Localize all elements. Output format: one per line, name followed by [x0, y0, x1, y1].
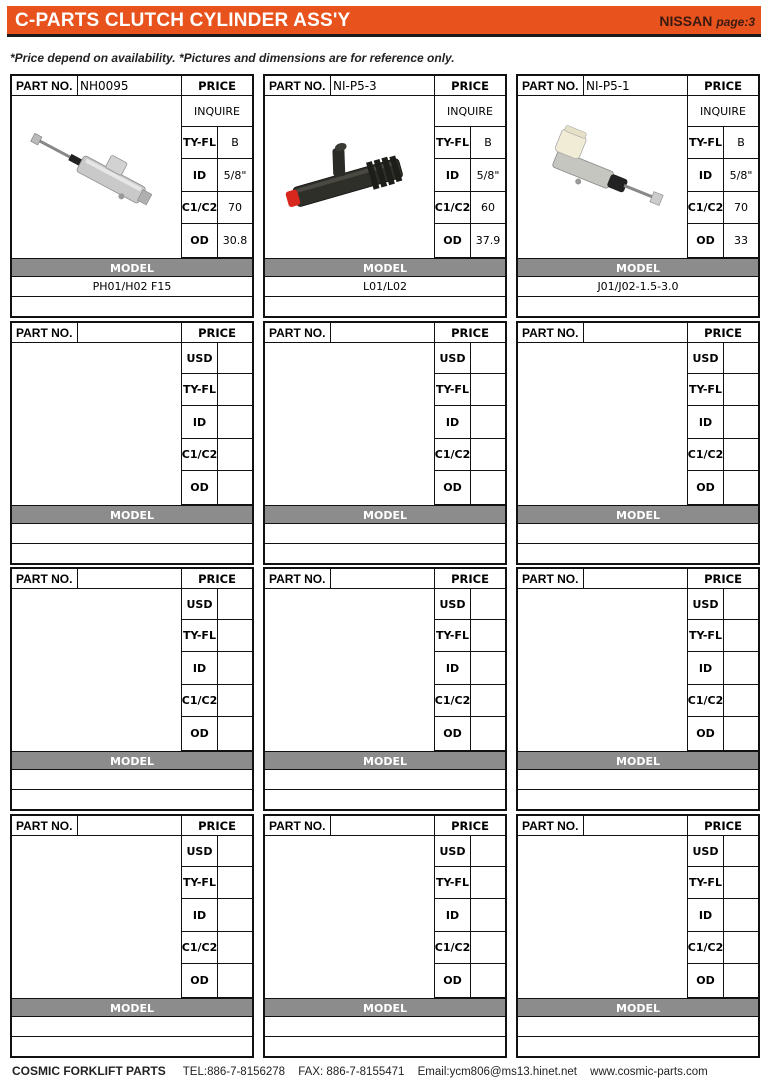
spec-value-id [471, 406, 505, 438]
part-image-area [12, 343, 182, 505]
spec-row-c1c2 [688, 439, 758, 471]
part-image-area [265, 343, 435, 505]
spec-value-id [218, 899, 252, 931]
spec-row-id [435, 406, 505, 439]
price-header: PRICE [688, 816, 758, 836]
spec-row-od [435, 471, 505, 505]
model-value [518, 524, 758, 544]
spec-label-od: OD [182, 471, 218, 504]
model-header: MODEL [518, 751, 758, 770]
spec-row-id [182, 652, 252, 685]
telephone: TEL:886-7-8156278 [182, 1066, 286, 1078]
spec-row-price [182, 96, 252, 127]
model-extra-row [265, 544, 505, 563]
price-header: PRICE [182, 76, 252, 96]
spec-label-usd: USD [182, 836, 218, 866]
disclaimer-note: *Price depend on availability. *Pictures and dimensions are for reference only. [10, 51, 455, 65]
spec-row-price [435, 836, 505, 867]
spec-row-price [688, 589, 758, 620]
spec-value-id: 5/8" [729, 168, 753, 182]
spec-label-tyfl: TY-FL [435, 127, 471, 158]
spec-row-price [688, 343, 758, 374]
part-card [516, 814, 760, 1058]
spec-row-c1c2 [688, 192, 758, 224]
part-no-label: PART NO. [12, 323, 78, 343]
model-value [12, 770, 252, 790]
spec-label-c1c2: C1/C2 [688, 439, 724, 470]
spec-row-price [435, 96, 505, 127]
spec-value-usd [218, 589, 252, 619]
spec-row-c1c2 [182, 439, 252, 471]
price-value: INQUIRE [699, 104, 747, 118]
spec-value-usd [471, 343, 505, 373]
spec-row-tyfl [182, 127, 252, 159]
part-no-value [584, 816, 688, 836]
spec-value-usd [471, 836, 505, 866]
model-value [12, 1017, 252, 1037]
spec-value-id [724, 652, 758, 684]
price-value: INQUIRE [193, 104, 241, 118]
spec-row-c1c2 [435, 439, 505, 471]
spec-label-c1c2: C1/C2 [688, 685, 724, 716]
spec-row-id [688, 652, 758, 685]
brand-name: NISSAN [659, 13, 713, 29]
spec-label-tyfl: TY-FL [688, 127, 724, 158]
model-extra-row [518, 1037, 758, 1056]
price-header: PRICE [688, 323, 758, 343]
model-extra-row [265, 1037, 505, 1056]
spec-label-usd: USD [182, 343, 218, 373]
spec-value-c1c2: 60 [481, 201, 495, 214]
spec-label-usd: USD [435, 343, 471, 373]
spec-label-tyfl: TY-FL [435, 867, 471, 898]
spec-row-tyfl [182, 620, 252, 652]
spec-row-od [688, 717, 758, 751]
spec-row-od [688, 224, 758, 258]
spec-label-c1c2: C1/C2 [688, 932, 724, 963]
spec-label-usd: USD [688, 589, 724, 619]
part-card [263, 814, 507, 1058]
spec-label-c1c2: C1/C2 [182, 932, 218, 963]
spec-label-id: ID [182, 652, 218, 684]
spec-value-usd [724, 343, 758, 373]
spec-label-id: ID [435, 406, 471, 438]
spec-label-od: OD [435, 964, 471, 997]
spec-row-price [182, 343, 252, 374]
fax: FAX: 886-7-8155471 [298, 1066, 405, 1078]
spec-value-c1c2 [471, 685, 505, 716]
part-card [263, 321, 507, 565]
spec-value-id [471, 652, 505, 684]
spec-label-usd: USD [688, 836, 724, 866]
company-name: COSMIC FORKLIFT PARTS [12, 1064, 166, 1078]
spec-value-id [724, 899, 758, 931]
part-card [516, 567, 760, 811]
spec-row-c1c2 [182, 192, 252, 224]
spec-value-c1c2 [218, 932, 252, 963]
part-image-area [12, 836, 182, 998]
spec-value-od [724, 471, 758, 504]
spec-row-od [688, 471, 758, 505]
spec-row-id [435, 899, 505, 932]
part-no-label: PART NO. [12, 569, 78, 589]
model-extra-row [12, 1037, 252, 1056]
spec-value-od: 33 [734, 234, 748, 247]
spec-value-od [471, 964, 505, 997]
spec-label-id: ID [688, 652, 724, 684]
part-card [10, 74, 254, 318]
spec-label-c1c2: C1/C2 [435, 932, 471, 963]
spec-row-c1c2 [688, 932, 758, 964]
spec-row-c1c2 [435, 685, 505, 717]
spec-label-tyfl: TY-FL [435, 620, 471, 651]
spec-value-c1c2: 70 [734, 201, 748, 214]
part-no-value [78, 816, 182, 836]
spec-row-tyfl [688, 620, 758, 652]
website: www.cosmic-parts.com [590, 1066, 708, 1078]
part-no-value [584, 569, 688, 589]
spec-label-tyfl: TY-FL [182, 867, 218, 898]
spec-label-tyfl: TY-FL [182, 127, 218, 158]
price-header: PRICE [435, 816, 505, 836]
spec-value-od [724, 964, 758, 997]
part-image-area [518, 589, 688, 751]
model-header: MODEL [265, 998, 505, 1017]
spec-row-tyfl [435, 620, 505, 652]
spec-value-usd [471, 589, 505, 619]
spec-label-od: OD [688, 717, 724, 750]
spec-row-id [182, 159, 252, 192]
spec-label-c1c2: C1/C2 [435, 685, 471, 716]
spec-label-od: OD [688, 964, 724, 997]
brand-label [659, 13, 755, 29]
part-no-label: PART NO. [518, 816, 584, 836]
part-image-area [12, 589, 182, 751]
price-header: PRICE [688, 76, 758, 96]
clutch-cylinder-reservoir-icon [522, 116, 682, 240]
spec-row-c1c2 [435, 932, 505, 964]
spec-value-tyfl: B [737, 136, 745, 149]
spec-label-id: ID [182, 159, 218, 191]
part-no-label: PART NO. [518, 569, 584, 589]
spec-row-od [182, 964, 252, 998]
spec-label-tyfl: TY-FL [182, 620, 218, 651]
spec-value-c1c2 [724, 685, 758, 716]
model-header: MODEL [265, 505, 505, 524]
spec-label-tyfl: TY-FL [182, 374, 218, 405]
page-number: page:3 [716, 15, 755, 29]
spec-label-od: OD [435, 471, 471, 504]
spec-value-od: 37.9 [475, 234, 501, 247]
spec-row-tyfl [688, 374, 758, 406]
part-image-area [265, 836, 435, 998]
spec-row-tyfl [182, 867, 252, 899]
model-header: MODEL [12, 258, 252, 277]
spec-row-od [435, 717, 505, 751]
spec-label-tyfl: TY-FL [688, 620, 724, 651]
part-card [263, 567, 507, 811]
part-image-area [518, 836, 688, 998]
price-header: PRICE [182, 323, 252, 343]
spec-value-usd [218, 836, 252, 866]
part-no-label: PART NO. [12, 816, 78, 836]
page-header [7, 6, 761, 37]
part-image-area [518, 96, 688, 258]
part-card [516, 321, 760, 565]
part-card [10, 567, 254, 811]
spec-label-c1c2: C1/C2 [182, 439, 218, 470]
spec-label-id: ID [435, 899, 471, 931]
price-header: PRICE [688, 569, 758, 589]
spec-value-tyfl [471, 374, 505, 405]
spec-label-tyfl: TY-FL [435, 374, 471, 405]
spec-label-c1c2: C1/C2 [182, 192, 218, 223]
price-value: INQUIRE [446, 104, 494, 118]
part-image-area [12, 96, 182, 258]
spec-value-tyfl [218, 867, 252, 898]
model-value [265, 524, 505, 544]
spec-row-tyfl [435, 127, 505, 159]
model-value: PH01/H02 F15 [12, 277, 252, 297]
model-header: MODEL [265, 751, 505, 770]
spec-row-id [435, 652, 505, 685]
spec-value-tyfl [724, 374, 758, 405]
model-header: MODEL [518, 998, 758, 1017]
spec-value-od [218, 471, 252, 504]
price-header: PRICE [182, 569, 252, 589]
spec-value-tyfl [471, 620, 505, 651]
spec-value-tyfl [471, 867, 505, 898]
spec-label-usd: USD [435, 589, 471, 619]
model-value: L01/L02 [265, 277, 505, 297]
part-image-area [265, 96, 435, 258]
spec-value-c1c2 [724, 932, 758, 963]
price-header: PRICE [435, 76, 505, 96]
spec-value-id [471, 899, 505, 931]
email: Email:ycm806@ms13.hinet.net [417, 1066, 577, 1078]
spec-value-od [471, 717, 505, 750]
spec-label-od: OD [182, 964, 218, 997]
spec-row-price [435, 589, 505, 620]
spec-value-c1c2: 70 [228, 201, 242, 214]
part-no-value [331, 569, 435, 589]
part-card [10, 321, 254, 565]
spec-label-od: OD [182, 717, 218, 750]
spec-row-price [688, 836, 758, 867]
clutch-cylinder-long-icon [16, 116, 176, 240]
spec-label-id: ID [435, 652, 471, 684]
model-extra-row [265, 297, 505, 316]
spec-row-c1c2 [182, 685, 252, 717]
spec-label-usd: USD [435, 836, 471, 866]
spec-row-tyfl [182, 374, 252, 406]
spec-row-od [435, 964, 505, 998]
part-no-label: PART NO. [265, 323, 331, 343]
spec-row-tyfl [435, 867, 505, 899]
spec-value-id: 5/8" [223, 168, 247, 182]
clutch-cylinder-dark-icon [269, 116, 429, 240]
part-no-value: NI-P5-1 [584, 76, 688, 96]
spec-label-id: ID [182, 406, 218, 438]
price-header: PRICE [435, 569, 505, 589]
model-header: MODEL [518, 258, 758, 277]
spec-label-id: ID [688, 406, 724, 438]
spec-label-c1c2: C1/C2 [182, 685, 218, 716]
spec-row-price [435, 343, 505, 374]
spec-value-id [218, 652, 252, 684]
part-no-label: PART NO. [265, 569, 331, 589]
spec-row-od [688, 964, 758, 998]
spec-row-id [688, 159, 758, 192]
spec-value-tyfl [724, 620, 758, 651]
spec-row-od [182, 471, 252, 505]
spec-row-id [182, 899, 252, 932]
spec-row-tyfl [435, 374, 505, 406]
spec-value-tyfl [724, 867, 758, 898]
spec-value-c1c2 [218, 685, 252, 716]
model-value [12, 524, 252, 544]
spec-label-id: ID [688, 159, 724, 191]
page-title: C-PARTS CLUTCH CYLINDER ASS'Y [15, 10, 351, 31]
spec-value-c1c2 [471, 932, 505, 963]
spec-row-price [182, 836, 252, 867]
part-no-value [584, 323, 688, 343]
price-header: PRICE [182, 816, 252, 836]
spec-value-c1c2 [724, 439, 758, 470]
model-extra-row [12, 297, 252, 316]
spec-row-od [182, 224, 252, 258]
model-extra-row [12, 790, 252, 809]
spec-value-usd [724, 589, 758, 619]
spec-label-c1c2: C1/C2 [688, 192, 724, 223]
spec-label-tyfl: TY-FL [688, 374, 724, 405]
part-image-area [518, 343, 688, 505]
part-no-value: NH0095 [78, 76, 182, 96]
page-footer [12, 1064, 708, 1078]
price-header: PRICE [435, 323, 505, 343]
spec-value-od [218, 964, 252, 997]
spec-value-tyfl [218, 374, 252, 405]
model-value [265, 770, 505, 790]
spec-label-od: OD [688, 471, 724, 504]
model-value [518, 770, 758, 790]
spec-label-od: OD [435, 717, 471, 750]
model-value: J01/J02-1.5-3.0 [518, 277, 758, 297]
part-no-label: PART NO. [265, 76, 331, 96]
spec-row-c1c2 [688, 685, 758, 717]
spec-label-id: ID [688, 899, 724, 931]
model-header: MODEL [12, 998, 252, 1017]
spec-row-c1c2 [182, 932, 252, 964]
spec-value-usd [724, 836, 758, 866]
spec-value-c1c2 [218, 439, 252, 470]
spec-row-id [688, 406, 758, 439]
spec-label-tyfl: TY-FL [688, 867, 724, 898]
spec-label-id: ID [182, 899, 218, 931]
part-no-value: NI-P5-3 [331, 76, 435, 96]
spec-row-id [182, 406, 252, 439]
spec-label-usd: USD [688, 343, 724, 373]
spec-row-tyfl [688, 867, 758, 899]
spec-label-c1c2: C1/C2 [435, 192, 471, 223]
spec-value-usd [218, 343, 252, 373]
spec-value-id: 5/8" [476, 168, 500, 182]
model-extra-row [518, 790, 758, 809]
part-no-value [78, 323, 182, 343]
part-card [10, 814, 254, 1058]
part-no-label: PART NO. [518, 323, 584, 343]
part-no-value [331, 323, 435, 343]
spec-row-price [182, 589, 252, 620]
spec-label-c1c2: C1/C2 [435, 439, 471, 470]
spec-value-od [471, 471, 505, 504]
part-card [516, 74, 760, 318]
model-header: MODEL [12, 505, 252, 524]
model-header: MODEL [265, 258, 505, 277]
spec-label-od: OD [688, 224, 724, 257]
model-header: MODEL [518, 505, 758, 524]
spec-label-od: OD [435, 224, 471, 257]
spec-value-od: 30.8 [222, 234, 248, 247]
model-extra-row [265, 790, 505, 809]
model-extra-row [518, 297, 758, 316]
spec-value-id [218, 406, 252, 438]
model-extra-row [12, 544, 252, 563]
spec-row-tyfl [688, 127, 758, 159]
spec-row-price [688, 96, 758, 127]
spec-value-tyfl: B [231, 136, 239, 149]
spec-row-id [435, 159, 505, 192]
spec-value-id [724, 406, 758, 438]
spec-label-id: ID [435, 159, 471, 191]
part-card [263, 74, 507, 318]
spec-label-usd: USD [182, 589, 218, 619]
part-no-label: PART NO. [265, 816, 331, 836]
spec-row-od [435, 224, 505, 258]
model-header: MODEL [12, 751, 252, 770]
part-no-label: PART NO. [518, 76, 584, 96]
part-image-area [265, 589, 435, 751]
part-no-value [78, 569, 182, 589]
spec-value-tyfl [218, 620, 252, 651]
spec-label-od: OD [182, 224, 218, 257]
spec-row-id [688, 899, 758, 932]
spec-row-od [182, 717, 252, 751]
spec-value-tyfl: B [484, 136, 492, 149]
spec-value-c1c2 [471, 439, 505, 470]
model-value [265, 1017, 505, 1037]
spec-value-od [218, 717, 252, 750]
spec-value-od [724, 717, 758, 750]
spec-row-c1c2 [435, 192, 505, 224]
model-value [518, 1017, 758, 1037]
part-no-label: PART NO. [12, 76, 78, 96]
part-no-value [331, 816, 435, 836]
model-extra-row [518, 544, 758, 563]
